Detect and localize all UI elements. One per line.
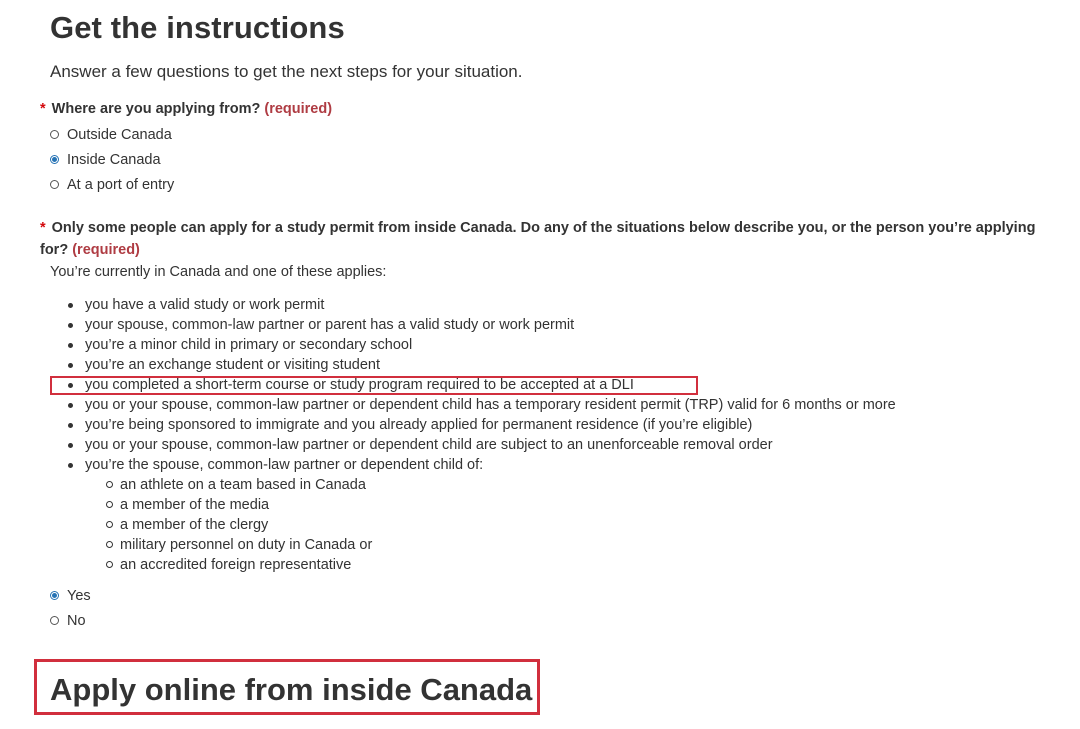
radio-label: Inside Canada: [67, 151, 161, 168]
required-asterisk: *: [40, 220, 46, 236]
list-item-highlighted: you completed a short-term course or study program required to be accepted at a DLI: [85, 375, 896, 395]
radio-unchecked-icon[interactable]: [50, 130, 59, 139]
radio-checked-icon[interactable]: [50, 155, 59, 164]
list-item: you’re being sponsored to immigrate and you already applied for permanent residence (if you’re eligible): [85, 415, 896, 435]
list-item: your spouse, common-law partner or parent has a valid study or work permit: [85, 315, 896, 335]
question-situations-label: [40, 217, 1060, 261]
radio-yes[interactable]: [50, 583, 91, 608]
radio-label: Yes: [67, 587, 91, 604]
radio-outside-canada[interactable]: [50, 122, 174, 147]
radio-unchecked-icon[interactable]: [50, 616, 59, 625]
list-item-text: you’re the spouse, common-law partner or dependent child of:: [85, 457, 484, 473]
sub-list-item: an athlete on a team based in Canada: [120, 475, 896, 495]
sub-list-item: a member of the media: [120, 495, 896, 515]
list-item: you or your spouse, common-law partner or dependent child has a temporary resident permit (TRP) valid for 6 months or more: [85, 397, 896, 413]
list-item: you have a valid study or work permit: [85, 295, 896, 315]
sub-list-item: military personnel on duty in Canada or: [120, 535, 896, 555]
list-item-with-sublist: [85, 455, 896, 575]
result-title: Apply online from inside Canada: [50, 672, 533, 707]
sub-list-item: an accredited foreign representative: [120, 555, 896, 575]
question-applying-from-label: [40, 98, 332, 120]
radio-label: Outside Canada: [67, 126, 172, 143]
radio-port-of-entry[interactable]: [50, 172, 174, 197]
sub-situations-list: [85, 475, 896, 575]
radio-no[interactable]: [50, 608, 91, 633]
sub-list-item: a member of the clergy: [120, 515, 896, 535]
situations-list: [50, 295, 896, 575]
question-text: Where are you applying from?: [51, 101, 261, 117]
radio-label: No: [67, 612, 86, 629]
question-text: Only some people can apply for a study permit from inside Canada. Do any of the situations below describe you, or the person you’re applying for?: [40, 220, 1036, 258]
page-subtitle: Answer a few questions to get the next steps for your situation.: [50, 62, 523, 81]
situations-radio-group: [50, 583, 91, 633]
page-title: Get the instructions: [50, 10, 345, 45]
required-asterisk: *: [40, 101, 46, 117]
radio-inside-canada[interactable]: [50, 147, 174, 172]
situations-intro: You’re currently in Canada and one of these applies:: [50, 264, 387, 280]
applying-from-radio-group: [50, 122, 174, 197]
radio-unchecked-icon[interactable]: [50, 180, 59, 189]
radio-checked-icon[interactable]: [50, 591, 59, 600]
list-item: you’re a minor child in primary or secondary school: [85, 335, 896, 355]
list-item: you or your spouse, common-law partner or dependent child are subject to an unenforceable removal order: [85, 435, 896, 455]
radio-label: At a port of entry: [67, 176, 175, 193]
required-tag: (required): [264, 101, 333, 117]
list-item: you’re an exchange student or visiting student: [85, 355, 896, 375]
required-tag: (required): [72, 242, 140, 258]
